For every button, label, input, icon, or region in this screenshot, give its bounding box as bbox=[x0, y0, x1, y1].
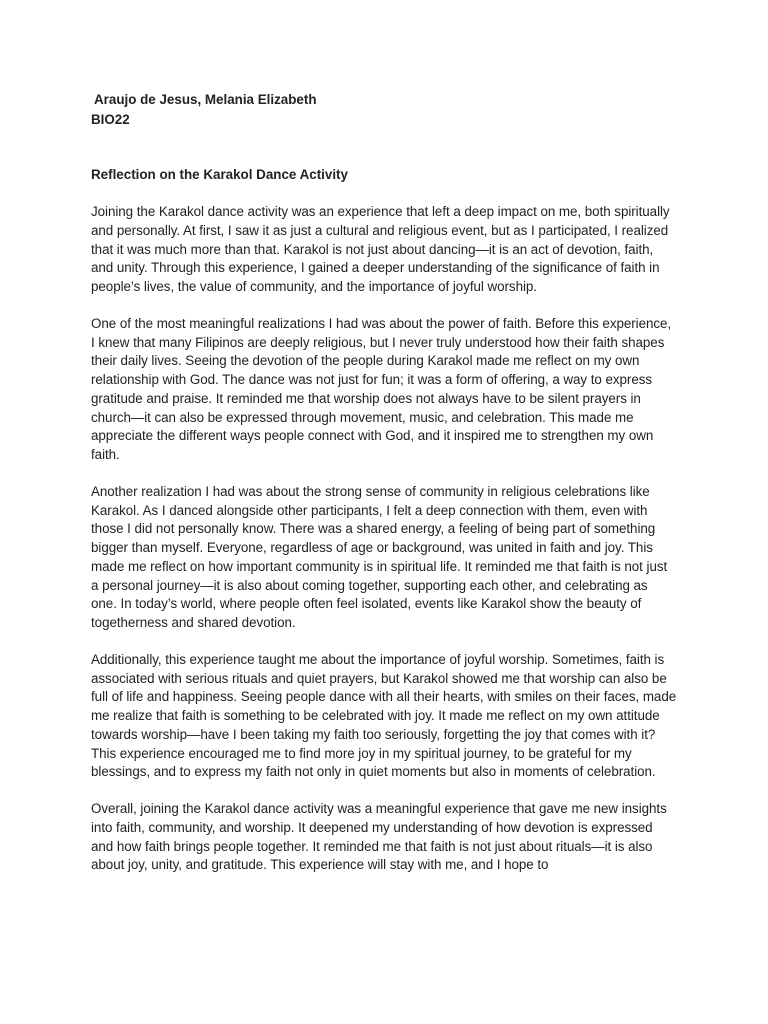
document-title: Reflection on the Karakol Dance Activity bbox=[91, 167, 348, 182]
paragraph-2: One of the most meaningful realizations I had was about the power of faith. Before this experience, I knew that many Filipinos are deeply religious, but I never truly understood how their faith shapes their daily lives. Seeing the devotion of the people during Karakol made me reflect on my own relationship with God. The dance was not just for fun; it was a form of offering, a way to express gratitude and praise. It reminded me that worship does not always have to be silent prayers in church—it can also be expressed through movement, music, and celebration. This made me appreciate the different ways people connect with God, and it inspired me to strengthen my own faith. bbox=[91, 315, 672, 462]
paragraph-5: Overall, joining the Karakol dance activity was a meaningful experience that gave me new insights into faith, community, and worship. It deepened my understanding of how devotion is expressed and how faith brings people together. It reminded me that faith is not just about rituals—it is also about joy, unity, and gratitude. This experience will stay with me, and I hope to bbox=[91, 801, 667, 873]
course-code: BIO22 bbox=[91, 112, 130, 127]
paragraph-4: Additionally, this experience taught me about the importance of joyful worship. Sometimes, faith is associated with serious rituals and quiet prayers, but Karakol showed me that worship can also be full of life and happiness. Seeing people dance with all their hearts, with smiles on their faces, made me realize that faith is something to be celebrated with joy. It made me reflect on my own attitude towards worship—have I been taking my faith too seriously, forgetting the joy that comes with it? This experience encouraged me to find more joy in my spiritual journey, to be grateful for my blessings, and to express my faith not only in quiet moments but also in moments of celebration. bbox=[91, 651, 677, 780]
author-name: Araujo de Jesus, Melania Elizabeth bbox=[94, 92, 317, 107]
document-page bbox=[91, 90, 677, 875]
paragraph-1: Joining the Karakol dance activity was an experience that left a deep impact on me, both spiritually and personally. At first, I saw it as just a cultural and religious event, but as I participated, I realized that it was much more than that. Karakol is not just about dancing—it is an act of devotion, faith, and unity. Through this experience, I gained a deeper understanding of the significance of faith in people’s lives, the value of community, and the importance of joyful worship. bbox=[91, 204, 670, 294]
paragraph-3: Another realization I had was about the strong sense of community in religious celebrations like Karakol. As I danced alongside other participants, I felt a deep connection with them, even with those I did not personally know. There was a shared energy, a feeling of being part of something bigger than myself. Everyone, regardless of age or background, was united in faith and joy. This made me reflect on how important community is in spiritual life. It reminded me that faith is not just a personal journey—it is also about coming together, supporting each other, and celebrating as one. In today’s world, where people often feel isolated, events like Karakol show the beauty of togetherness and shared devotion. bbox=[91, 483, 668, 630]
